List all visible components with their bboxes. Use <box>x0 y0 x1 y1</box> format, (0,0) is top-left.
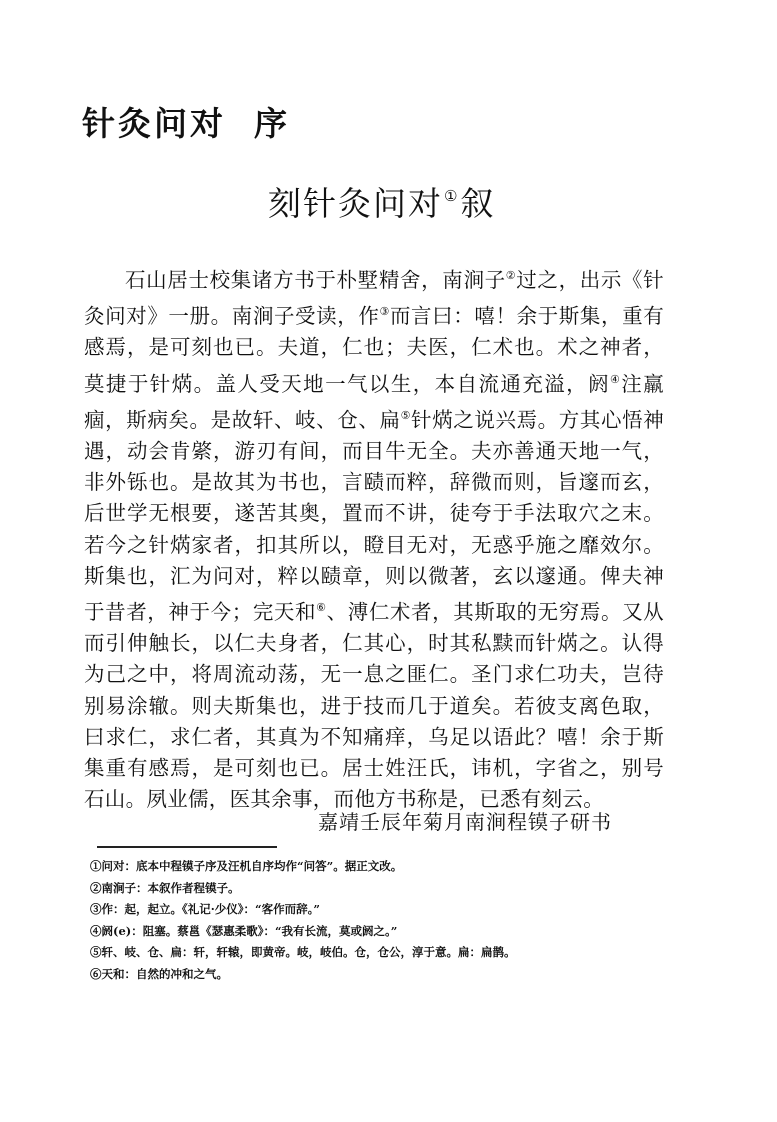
preface-title <box>268 178 495 225</box>
footnote-item: ④阏(e)：阻塞。蔡邕《瑟惠柔歌》：“我有长流，莫或阏之。” <box>90 923 398 938</box>
body-text-run: 针焫之说兴焉。方其心悟神遇，动会肯綮，游刃有间，而目牛无全。夫亦善通天地一气，非外铄也。是故其为书也，言赜而粹，辞微而则，旨邃而玄，后世学无根要，遂苦其奥，置而不讲，徒夸于手法取穴之末。若今之针焫家者，扣其所以，瞪目无对，无惑乎施之靡效尔。斯集也，汇为问对，粹以赜章，则以微著，玄以邃通。俾夫神于昔者，神于今；完天和 <box>84 407 664 625</box>
footnote-ref: ⑥ <box>316 601 327 615</box>
footnote-item: ③作：起，起立。《礼记·少仪》：“客作而辞。” <box>90 902 320 916</box>
footnotes-list <box>90 856 670 985</box>
section-heading-label: 序 <box>254 104 290 143</box>
footnote-item: ②南涧子：本叙作者程镆子。 <box>90 880 240 895</box>
footnote-ref: ③ <box>379 305 390 319</box>
footnote-item: ⑥天和：自然的冲和之气。 <box>90 966 228 981</box>
preface-body <box>84 260 664 815</box>
footnote-item: ⑤轩、岐、仓、扁：轩，轩辕，即黄帝。岐，岐伯。仓，仓公，淳于意。扁：扁鹊。 <box>90 945 516 959</box>
footnote-ref: ⑤ <box>400 408 412 422</box>
footnote-divider <box>97 846 277 848</box>
section-heading-title: 针灸问对 <box>82 104 226 143</box>
preface-title-end: 叙 <box>460 184 496 223</box>
title-footnote-ref: ① <box>444 187 460 205</box>
preface-title-main: 刻针灸问对 <box>268 184 443 223</box>
signature-line: 嘉靖壬辰年菊月南涧程镆子研书 <box>318 810 612 834</box>
body-text-run: 注羸痼，斯病矣。是故轩、岐、仓、扁 <box>84 371 664 432</box>
body-text-run: 、溥仁术者，其斯取的无穷焉。又从而引伸触长，以仁夫身者，仁其心，时其私黩而针焫之。认得为己之中，将周流动荡，无一息之匪仁。圣门求仁功夫，岂待别易涂辙。则夫斯集也，进于技而几于道矣。若彼支离色取，曰求仁，求仁者，其真为不知痛痒，乌足以语此？嘻！余于斯集重有感焉，是可刻也已。居士姓汪氏，讳机，字省之，别号石山。夙业儒，医其余事，而他方书称是，已悉有刻云。 <box>84 600 664 812</box>
footnote-item: ①问对：底本中程镆子序及汪机自序均作“问答”。据正文改。 <box>90 859 403 873</box>
section-heading <box>82 98 290 145</box>
body-text-run: 而言曰：嘻！余于斯集，重有感焉，是可刻也已。夫道，仁也；夫医，仁术也。术之神者，莫捷于针焫。盖人受天地一气以生，本自流通充溢，阏 <box>84 304 664 396</box>
footnote-ref: ④ <box>609 372 622 386</box>
footnote-ref: ② <box>505 269 517 282</box>
body-text-run: 石山居士校集诸方书于朴墅精舍，南涧子 <box>125 268 506 292</box>
body-text-run: 过之，出示《针灸问对》一册。南涧子受读，作 <box>84 268 664 329</box>
